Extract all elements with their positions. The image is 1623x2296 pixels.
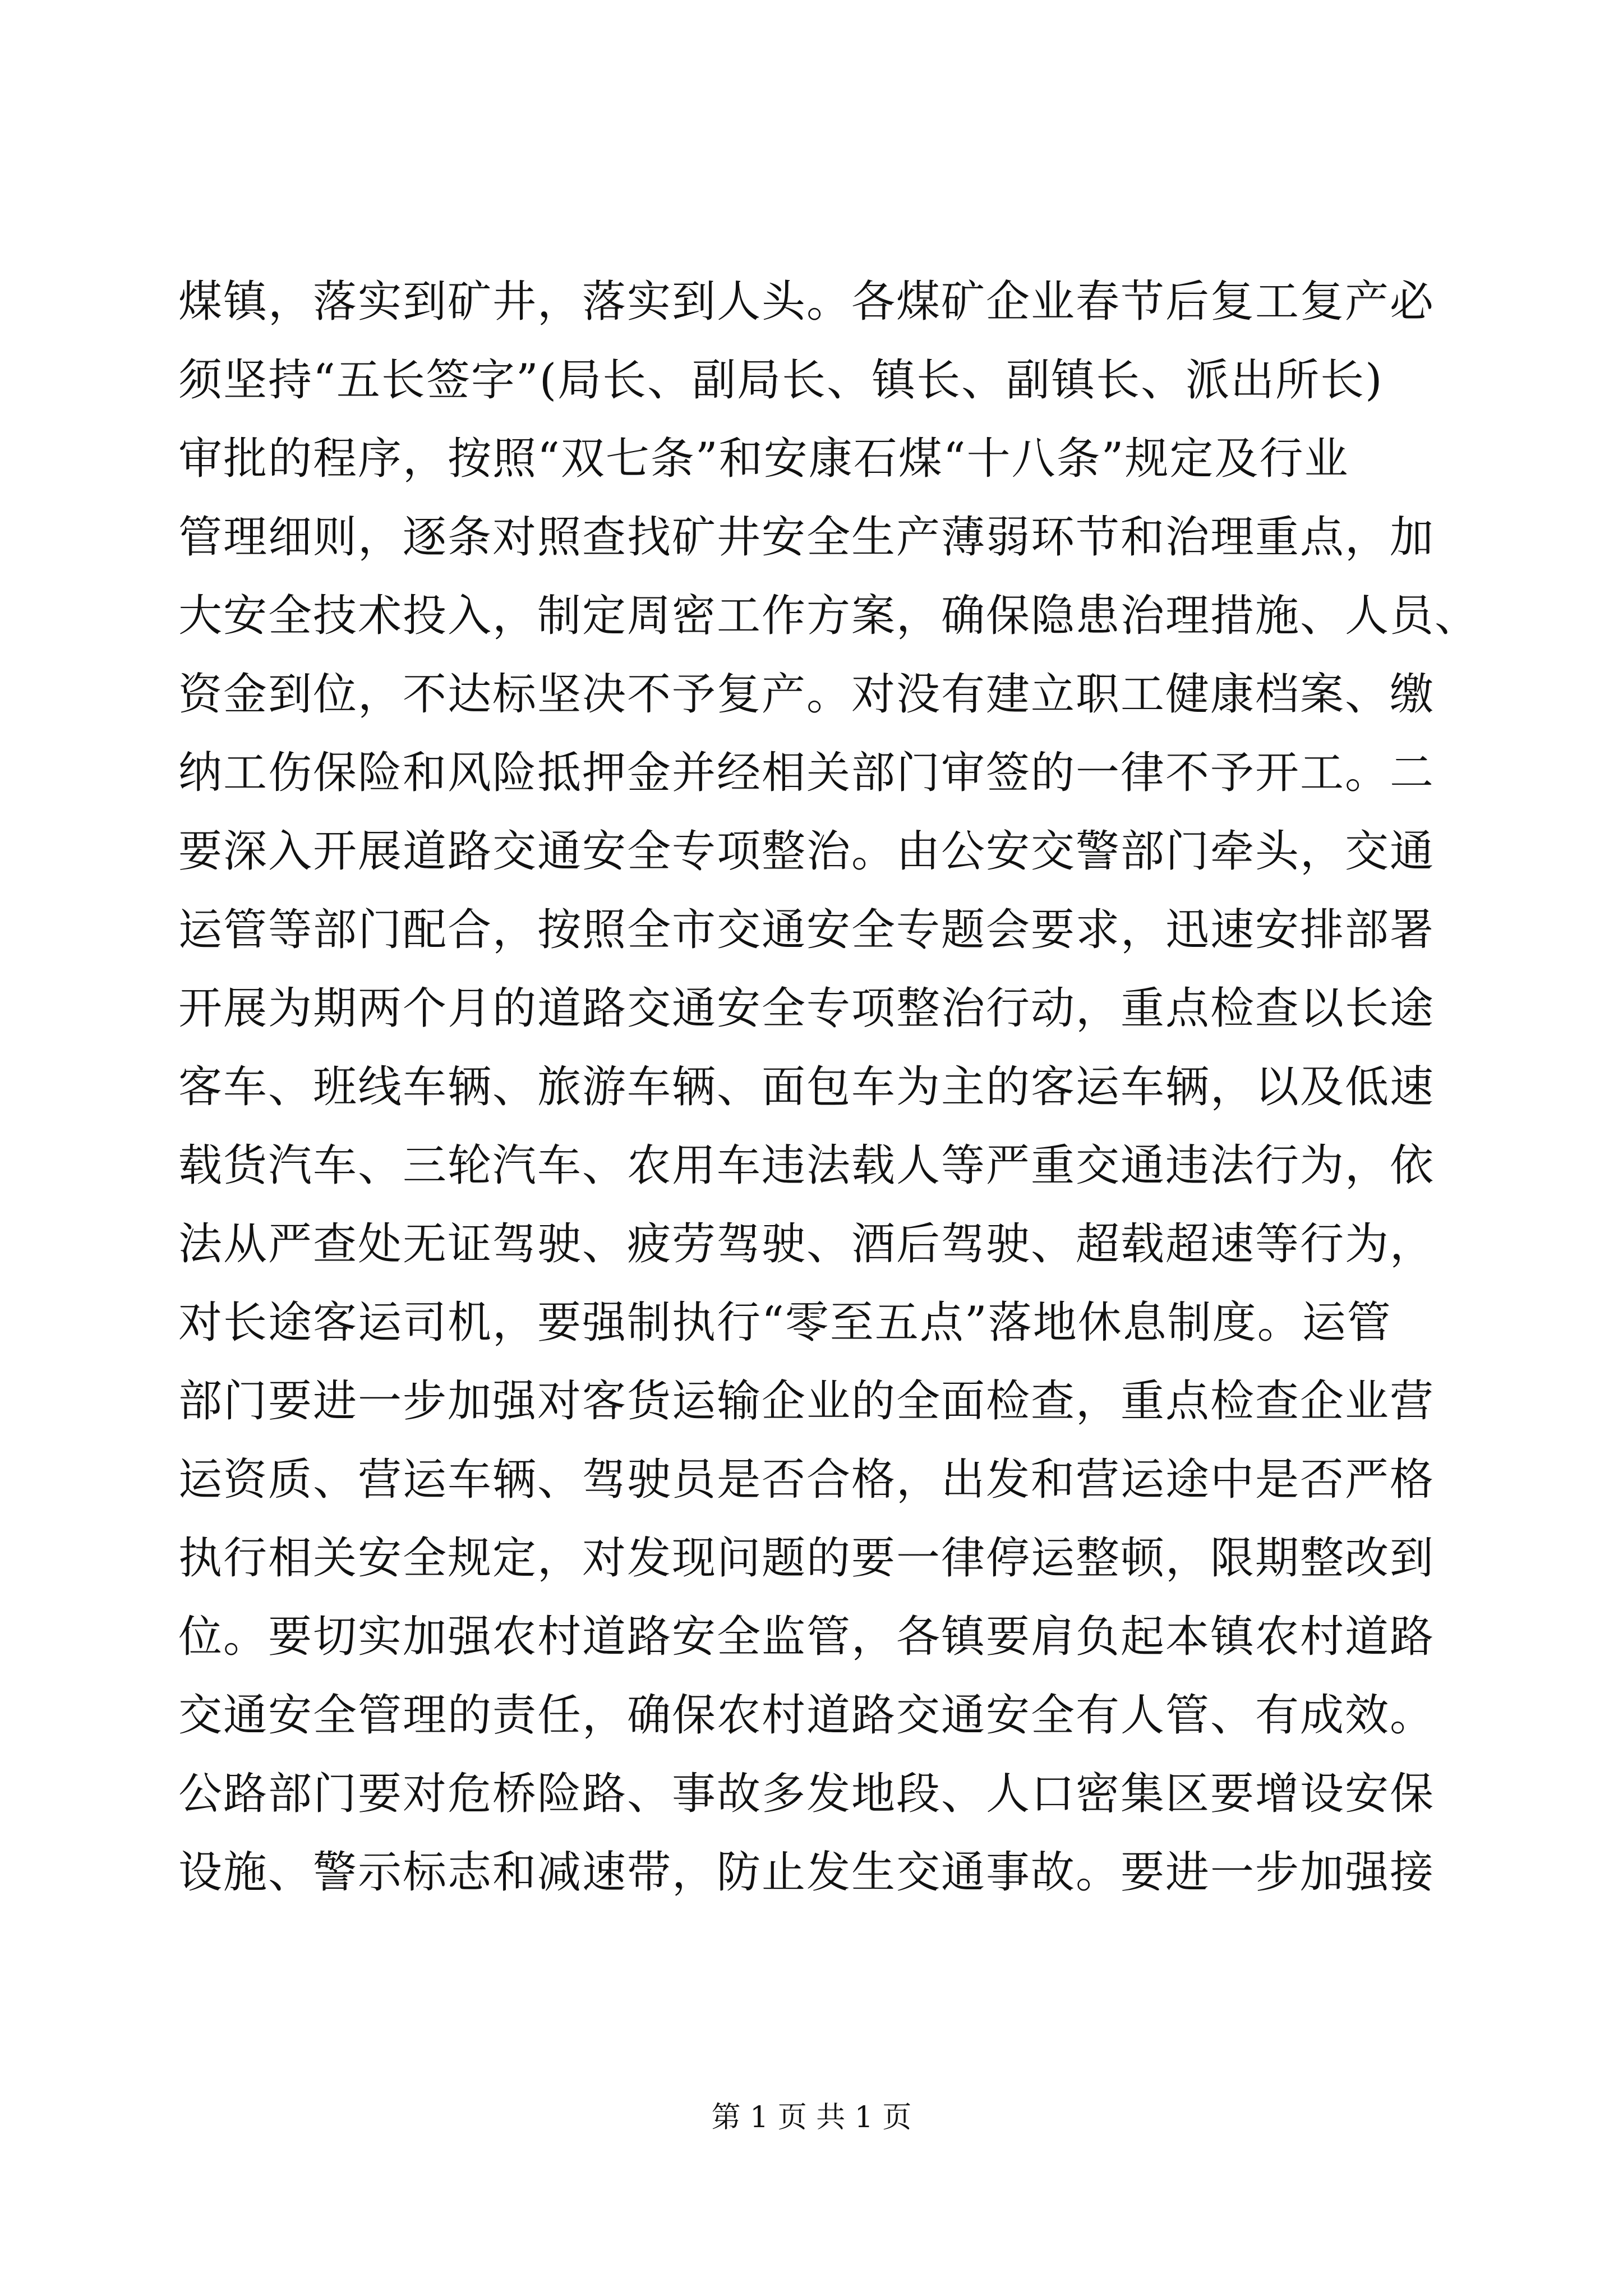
text-line: 法从严查处无证驾驶、疲劳驾驶、酒后驾驶、超载超速等行为，	[178, 1219, 1435, 1269]
text-line: 对长途客运司机，要强制执行“零至五点”落地休息制度。运管	[178, 1297, 1392, 1348]
text-line: 执行相关安全规定，对发现问题的要一律停运整顿，限期整改到	[178, 1533, 1435, 1584]
text-line: 交通安全管理的责任，确保农村道路交通安全有人管、有成效。	[178, 1690, 1435, 1741]
text-line: 煤镇，落实到矿井，落实到人头。各煤矿企业春节后复工复产必	[178, 277, 1435, 327]
text-line: 纳工伤保险和风险抵押金并经相关部门审签的一律不予开工。二	[178, 748, 1435, 798]
document-body	[178, 263, 1480, 1912]
text-line: 位。要切实加强农村道路安全监管，各镇要肩负起本镇农村道路	[178, 1612, 1435, 1662]
text-line: 大安全技术投入，制定周密工作方案，确保隐患治理措施、人员、	[178, 591, 1480, 641]
text-line: 审批的程序，按照“双七条”和安康石煤“十八条”规定及行业	[178, 434, 1349, 484]
text-line: 要深入开展道路交通安全专项整治。由公安交警部门牵头，交通	[178, 826, 1435, 877]
text-line: 开展为期两个月的道路交通安全专项整治行动，重点检查以长途	[178, 983, 1435, 1034]
text-line: 部门要进一步加强对客货运输企业的全面检查，重点检查企业营	[178, 1376, 1435, 1427]
text-line: 设施、警示标志和减速带，防止发生交通事故。要进一步加强接	[178, 1847, 1435, 1898]
text-line: 公路部门要对危桥险路、事故多发地段、人口密集区要增设安保	[178, 1769, 1435, 1819]
text-line: 资金到位，不达标坚决不予复产。对没有建立职工健康档案、缴	[178, 669, 1435, 720]
text-line: 运资质、营运车辆、驾驶员是否合格，出发和营运途中是否严格	[178, 1455, 1435, 1505]
text-line: 载货汽车、三轮汽车、农用车违法载人等严重交通违法行为，依	[178, 1140, 1435, 1191]
text-line: 客车、班线车辆、旅游车辆、面包车为主的客运车辆，以及低速	[178, 1062, 1435, 1112]
text-line: 须坚持“五长签字”(局长、副局长、镇长、副镇长、派出所长)	[178, 355, 1384, 406]
text-line: 管理细则，逐条对照查找矿井安全生产薄弱环节和治理重点，加	[178, 512, 1435, 563]
page-number-footer: 第 1 页 共 1 页	[711, 2101, 912, 2134]
text-line: 运管等部门配合，按照全市交通安全专题会要求，迅速安排部署	[178, 905, 1435, 955]
